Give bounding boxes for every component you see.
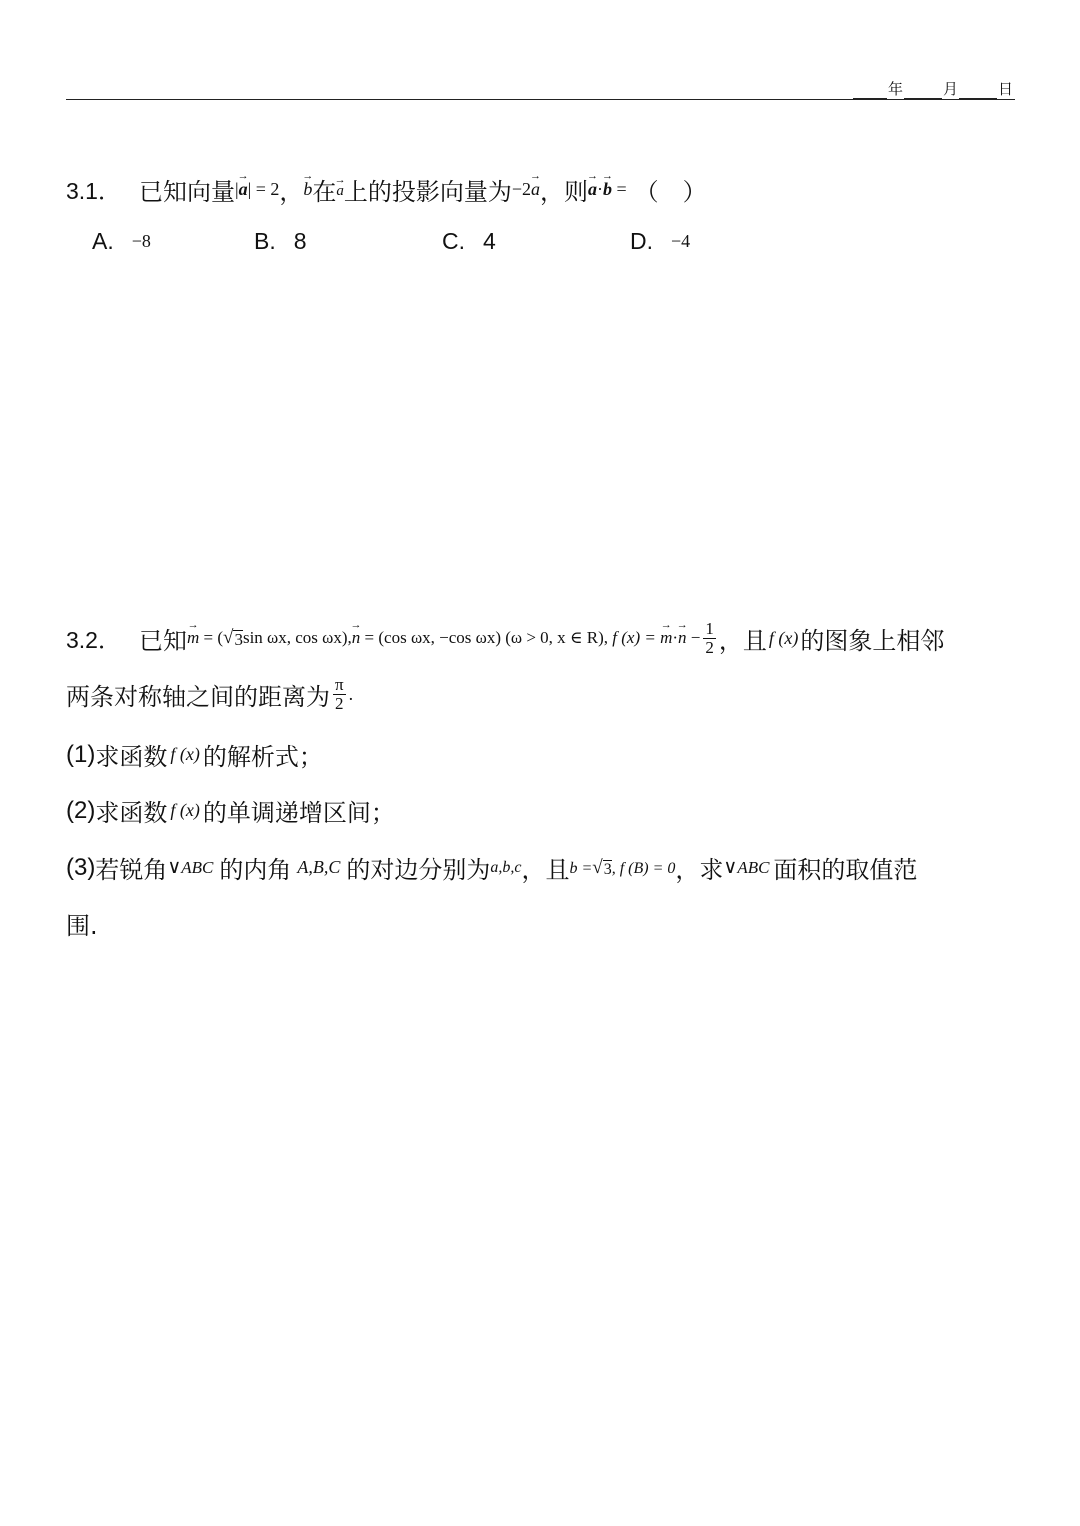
question-text: 的解析式； [202, 743, 323, 771]
sub-question-number: (3) [66, 853, 96, 881]
question-3-1 [66, 172, 707, 207]
question-text: 的图象上相邻 [800, 626, 945, 655]
math-expression: f (x) [170, 800, 200, 820]
month-blank [904, 84, 942, 99]
sub-question-3 [66, 850, 917, 885]
fraction-pi-over-2: $\frac{\pi}{2}$ [335, 675, 344, 713]
option-value: 4 [483, 228, 496, 254]
math-expression: |→ a| = 2 [235, 179, 279, 200]
math-expression: → a [336, 179, 344, 200]
question-text: 的单调递增区间； [202, 799, 395, 827]
option-label: D. [630, 228, 653, 254]
question-3-2 [66, 620, 944, 657]
question-text: 已知 [138, 626, 187, 655]
math-expression: f (x) [768, 627, 799, 648]
header-rule [66, 99, 1015, 100]
option-label: B. [254, 228, 276, 254]
option-b [254, 228, 307, 255]
question-text: 已知向量 [138, 178, 235, 206]
question-3-2-line-2 [66, 676, 353, 713]
math-expression: → b [303, 179, 312, 200]
question-number: 3.2． [66, 626, 121, 653]
punctuation: . [348, 683, 354, 704]
question-text: ，且 [521, 856, 570, 884]
sub-question-2 [66, 793, 395, 828]
sub-question-number: (1) [66, 740, 96, 768]
question-text: 若锐角 [95, 856, 168, 884]
question-text: 在 [312, 178, 337, 206]
triangle-symbol: ∨ [167, 857, 182, 878]
fraction-one-half: $\frac{1}{2}$ [705, 619, 714, 657]
question-text: ，求 [675, 856, 724, 884]
option-value: 8 [293, 228, 307, 254]
answer-blank: （ ） [634, 178, 707, 206]
question-text: 面积的取值范 [773, 856, 918, 884]
year-label: 年 [887, 80, 903, 98]
day-label: 日 [997, 80, 1013, 98]
option-value: −4 [671, 231, 691, 251]
math-expression: −2→ a [512, 179, 540, 200]
triangle-symbol: ∨ [723, 857, 738, 878]
question-text: 围. [66, 912, 98, 940]
month-label: 月 [942, 80, 958, 98]
option-value: −8 [131, 231, 151, 251]
option-c [442, 228, 496, 255]
math-expression: A,B,C [297, 857, 341, 877]
day-blank [959, 84, 997, 99]
question-text: 求函数 [95, 799, 168, 827]
math-expression: f (x) [170, 744, 200, 764]
question-text: 求函数 [95, 743, 168, 771]
year-blank [853, 84, 887, 99]
question-text: 的内角 [219, 856, 292, 884]
question-number: 3.1． [66, 178, 121, 204]
sub-question-1 [66, 737, 323, 772]
math-expression: a,b,c [490, 858, 522, 876]
question-text: 两条对称轴之间的距离为 [66, 682, 330, 711]
option-a [92, 228, 151, 255]
option-d [630, 228, 690, 255]
punctuation: ， [540, 178, 565, 206]
question-text: 则 [564, 178, 589, 206]
question-text: 上的投影向量为 [343, 178, 512, 206]
question-text: 的对边分别为 [346, 856, 491, 884]
math-expression: ABC [737, 857, 770, 877]
math-expression: ABC [181, 857, 214, 877]
math-expression: → a·→ b = [588, 179, 627, 200]
option-label: A. [92, 228, 114, 254]
punctuation: ， [279, 178, 304, 206]
date-line [853, 78, 1014, 99]
sub-question-number: (2) [66, 796, 96, 824]
sub-question-3-line-2 [66, 906, 98, 941]
math-expression: → m = ( √ 3 sin ωx, cos ωx),→ n = (cos ωx, −cos ωx) (ω > 0, x ∈ R), f (x) = → m·→ n − [187, 627, 700, 649]
question-text: ，且 [718, 626, 767, 655]
math-expression: b = √ 3 , f (B) = 0 [569, 856, 676, 878]
option-label: C. [442, 228, 465, 254]
